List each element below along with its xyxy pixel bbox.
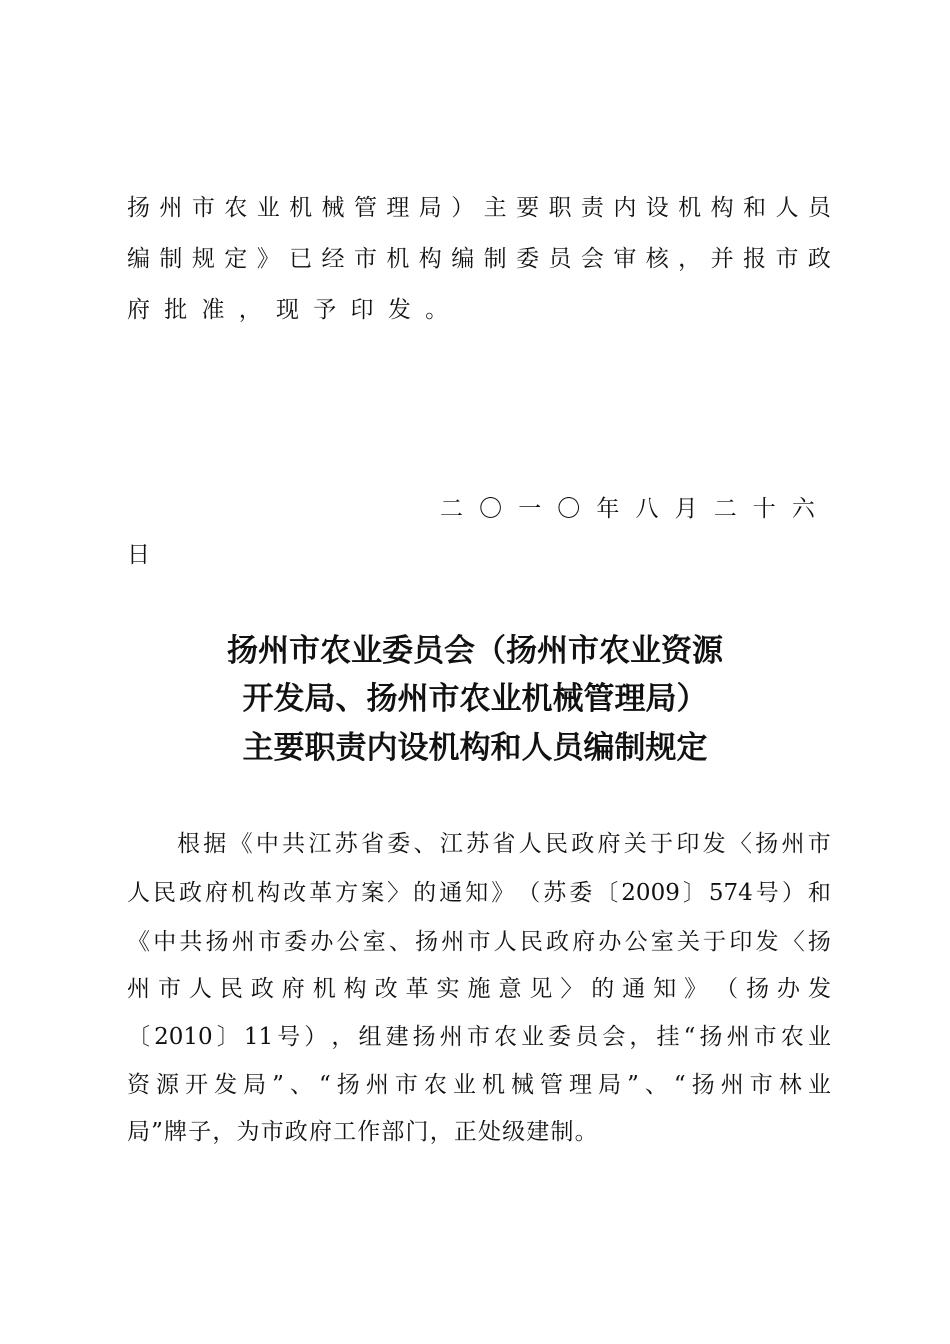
body-line-2: 人 民 政 府 机 构 改 革 方 案 〉 的 通 知 》 （ 苏 委 〔 2009 〕 574 号 ） 和 bbox=[127, 880, 831, 906]
body-line-4: 州 市 人 民 政 府 机 构 改 革 实 施 意 见 〉 的 通 知 》 （ 扬 办 发 bbox=[127, 976, 831, 1002]
issue-date-continued: 日 bbox=[127, 542, 150, 568]
notice-line-3: 府批准，现予印发。 bbox=[127, 297, 463, 323]
notice-line-2: 编 制 规 定 》 已 经 市 机 构 编 制 委 员 会 审 核 ， 并 报 市 政 bbox=[127, 246, 831, 272]
body-line-1: 根 据 《 中 共 江 苏 省 委 、 江 苏 省 人 民 政 府 关 于 印 发 〈 扬 州 市 bbox=[177, 831, 831, 857]
body-line-5: 〔 2010 〕 11 号 ） ， 组 建 扬 州 市 农 业 委 员 会 ， 挂 “ 扬 州 市 农 业 bbox=[127, 1024, 831, 1050]
body-line-3: 《 中 共 扬 州 市 委 办 公 室 、 扬 州 市 人 民 政 府 办 公 室 关 于 印 发 〈 扬 bbox=[127, 929, 831, 955]
body-line-6: 资 源 开 发 局 ” 、 “ 扬 州 市 农 业 机 械 管 理 局 ” 、 “ 扬 州 市 林 业 bbox=[127, 1072, 831, 1098]
notice-line-1: 扬 州 市 农 业 机 械 管 理 局 ） 主 要 职 责 内 设 机 构 和 人 员 bbox=[127, 195, 831, 221]
document-title-line-1: 扬州市农业委员会（扬州市农业资源 bbox=[227, 633, 723, 669]
issue-date: 二〇一〇年八月二十六 bbox=[440, 496, 831, 522]
body-line-7: 局”牌子，为市政府工作部门，正处级建制。 bbox=[127, 1119, 599, 1145]
document-title-line-3: 主要职责内设机构和人员编制规定 bbox=[242, 730, 708, 766]
document-title-line-2: 开发局、扬州市农业机械管理局） bbox=[242, 681, 708, 717]
